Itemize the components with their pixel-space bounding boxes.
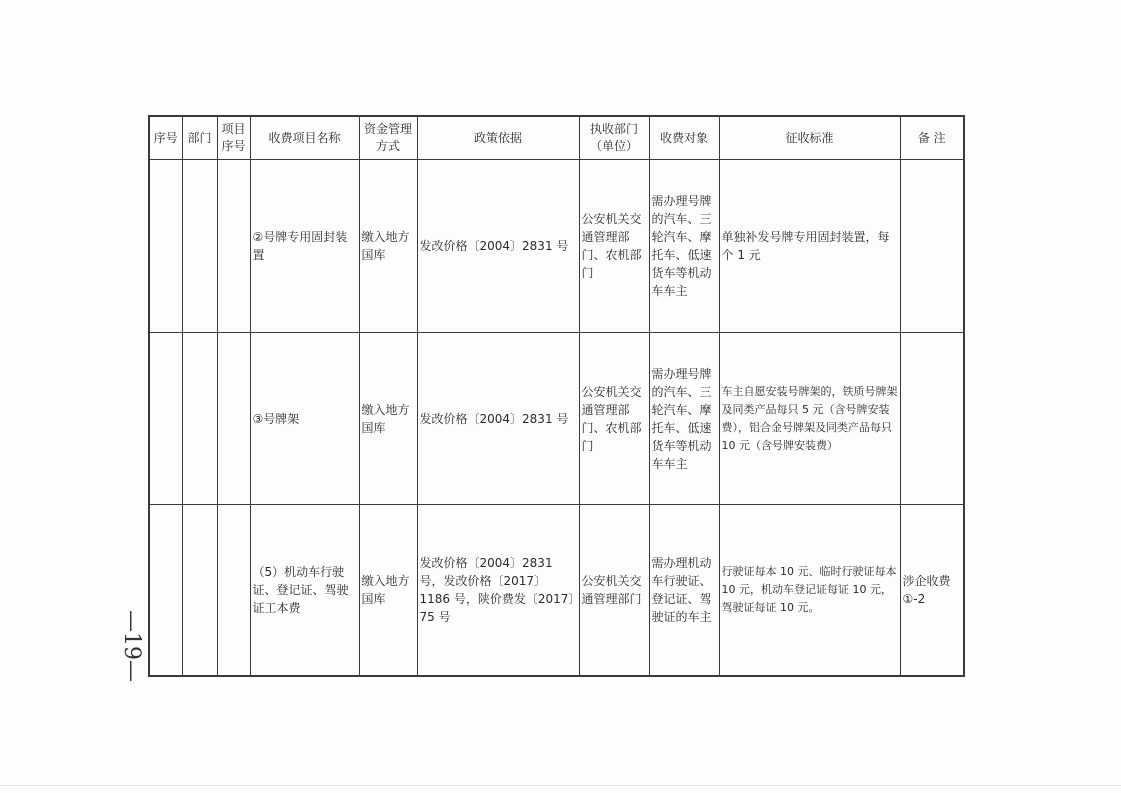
cell-policy: 发改价格〔2004〕2831 号 bbox=[417, 333, 579, 505]
cell-dept bbox=[182, 160, 217, 333]
header-policy: 政策依据 bbox=[417, 116, 579, 160]
table-row bbox=[149, 505, 964, 677]
cell-dept bbox=[182, 333, 217, 505]
cell-standard: 单独补发号牌专用固封装置，每个 1 元 bbox=[719, 160, 900, 333]
cell-item-name: ③号牌架 bbox=[250, 333, 359, 505]
cell-seq bbox=[149, 160, 182, 333]
cell-collector: 公安机关交通管理部门、农机部门 bbox=[579, 160, 649, 333]
table-row bbox=[149, 160, 964, 333]
cell-item-seq bbox=[217, 505, 250, 677]
cell-item-seq bbox=[217, 333, 250, 505]
table-header-row bbox=[149, 116, 964, 160]
cell-collector: 公安机关交通管理部门、农机部门 bbox=[579, 333, 649, 505]
header-payer: 收费对象 bbox=[649, 116, 719, 160]
cell-payer: 需办理号牌的汽车、三轮汽车、摩托车、低速货车等机动车车主 bbox=[649, 333, 719, 505]
cell-seq bbox=[149, 505, 182, 677]
cell-standard: 行驶证每本 10 元、临时行驶证每本 10 元，机动车登记证每证 10 元，驾驶证每证 10 元。 bbox=[719, 505, 900, 677]
cell-policy: 发改价格〔2004〕2831 号 bbox=[417, 160, 579, 333]
cell-fund-mgmt: 缴入地方国库 bbox=[359, 505, 417, 677]
cell-item-name: （5）机动车行驶证、登记证、驾驶证工本费 bbox=[250, 505, 359, 677]
scan-edge-line bbox=[0, 785, 1121, 786]
cell-fund-mgmt: 缴入地方国库 bbox=[359, 333, 417, 505]
cell-seq bbox=[149, 333, 182, 505]
cell-remark bbox=[900, 333, 964, 505]
cell-payer: 需办理机动车行驶证、登记证、驾驶证的车主 bbox=[649, 505, 719, 677]
cell-dept bbox=[182, 505, 217, 677]
fee-table bbox=[148, 115, 965, 677]
cell-remark bbox=[900, 160, 964, 333]
page-number: —19— bbox=[119, 610, 144, 682]
table-row bbox=[149, 333, 964, 505]
header-item-seq: 项目序号 bbox=[217, 116, 250, 160]
cell-collector: 公安机关交通管理部门 bbox=[579, 505, 649, 677]
header-collector: 执收部门（单位） bbox=[579, 116, 649, 160]
header-standard: 征收标准 bbox=[719, 116, 900, 160]
cell-item-name: ②号牌专用固封装置 bbox=[250, 160, 359, 333]
cell-payer: 需办理号牌的汽车、三轮汽车、摩托车、低速货车等机动车车主 bbox=[649, 160, 719, 333]
header-item-name: 收费项目名称 bbox=[250, 116, 359, 160]
cell-fund-mgmt: 缴入地方国库 bbox=[359, 160, 417, 333]
header-fund-mgmt: 资金管理方式 bbox=[359, 116, 417, 160]
cell-remark: 涉企收费①-2 bbox=[900, 505, 964, 677]
cell-policy: 发改价格〔2004〕2831 号，发改价格〔2017〕1186 号，陕价费发〔2017〕75 号 bbox=[417, 505, 579, 677]
cell-item-seq bbox=[217, 160, 250, 333]
header-seq: 序号 bbox=[149, 116, 182, 160]
cell-standard: 车主自愿安装号牌架的，铁质号牌架及同类产品每只 5 元（含号牌安装费），铝合金号牌架及同类产品每只 10 元（含号牌安装费） bbox=[719, 333, 900, 505]
header-dept: 部门 bbox=[182, 116, 217, 160]
header-remark: 备 注 bbox=[900, 116, 964, 160]
